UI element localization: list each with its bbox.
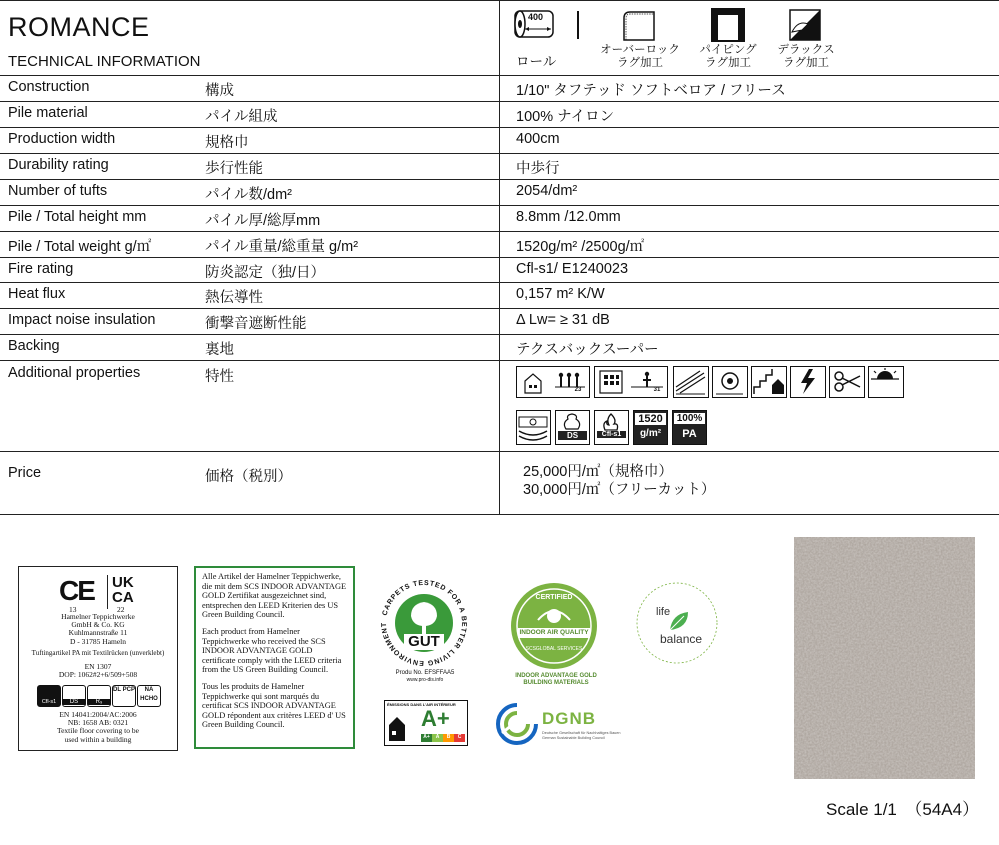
scs-line-3: SCSGLOBAL SERVICES — [525, 646, 583, 652]
overlock-icon — [622, 10, 656, 47]
stairs-icon — [751, 366, 787, 398]
badge-slip — [87, 685, 111, 707]
ce-year: 13 — [69, 605, 77, 614]
spec-value: 0,157 m² K/W — [516, 286, 605, 302]
spec-row — [0, 154, 999, 180]
spec-label-en: Fire rating — [8, 261, 74, 277]
antistatic-icon — [790, 366, 826, 398]
polyamide-icon — [672, 410, 707, 445]
gut-logo-text: GUT — [408, 633, 440, 650]
spec-row — [0, 309, 999, 335]
spec-label-ja: 裏地 — [205, 342, 234, 358]
fire-class-icon — [594, 410, 629, 445]
ds-smoke-icon — [555, 410, 590, 445]
cuttable-icon — [829, 366, 865, 398]
ukca-mark — [112, 575, 134, 605]
spec-row — [0, 76, 999, 102]
spec-row — [0, 335, 999, 361]
spec-label-en: Construction — [8, 79, 90, 95]
price-label-en: Price — [8, 465, 42, 481]
scs-indoor-air-logo — [508, 580, 604, 670]
badge-text: Cfl-s1 — [41, 699, 57, 705]
ds-label: DS — [558, 431, 587, 440]
class-number: 23 — [574, 387, 582, 393]
gut-reg-number: Produ No. EFSFFAA5 — [395, 670, 455, 676]
row-divider — [0, 451, 999, 452]
badge-ds — [62, 685, 86, 707]
scs-caption-2: BUILDING MATERIALS — [523, 680, 589, 686]
company-line: GmbH & Co. KG — [71, 620, 125, 630]
badge-text: DS — [63, 699, 85, 705]
life-balance-logo — [632, 578, 722, 668]
polyamide-label: PA — [682, 428, 697, 440]
ce-certificate — [18, 566, 178, 751]
spec-value: 2054/dm² — [516, 183, 578, 199]
lightfastness-icon — [868, 366, 904, 398]
castor-chair-icon — [673, 366, 709, 398]
spec-label-en: Durability rating — [8, 157, 109, 173]
spec-label-ja: 防炎認定（独/日） — [205, 265, 326, 281]
scs-line-1: CERTIFIED — [535, 594, 573, 601]
scs-caption-1: INDOOR ADVANTAGE GOLD — [515, 673, 597, 679]
emissions-scale — [421, 734, 465, 742]
ukca-line-1: UK — [112, 574, 134, 591]
spec-row — [0, 232, 999, 258]
spec-label-en: Pile material — [8, 105, 88, 121]
row-divider — [0, 514, 999, 515]
spec-label-ja: パイル組成 — [205, 109, 278, 125]
ukca-year: 22 — [117, 605, 125, 614]
spec-label-ja: 規格巾 — [205, 135, 249, 151]
leed-text-fr: Tous les produits de Hamelner Teppichwerke qui sont marqués du certificat SCS INDOOR ADVANTAGE GOLD répondent aux critères LEED d' US Green Building Council. — [202, 681, 346, 730]
spec-value: 100% ナイロン — [516, 109, 615, 125]
spec-value: 中歩行 — [516, 161, 560, 177]
company-line: Hamelner Teppichwerke — [61, 612, 135, 621]
scale-c: C — [454, 734, 465, 742]
badge-text: R₉ — [88, 699, 110, 705]
standard-line: EN 1307 — [84, 662, 112, 672]
price-freecut: 30,000円/㎡（フリーカット） — [523, 482, 716, 498]
spec-value: テクスバックスーパー — [516, 342, 659, 358]
badge-fire — [37, 685, 61, 707]
roll-width-icon — [514, 7, 586, 48]
spec-label-ja: 熱伝導性 — [205, 290, 263, 306]
dgnb-logo — [496, 703, 626, 745]
gut-logo — [379, 578, 469, 668]
dgnb-sub-1: Deutsche Gesellschaft für Nachhaltiges Bauen — [542, 731, 621, 735]
overlock-label: オーバーロック ラグ加工 — [600, 44, 680, 69]
spec-row — [0, 258, 999, 284]
spec-value: 1520g/m² /2500g/㎡ — [516, 239, 645, 255]
scs-line-2: INDOOR AIR QUALITY — [519, 629, 589, 636]
badge-pcp: DL PCP — [112, 685, 136, 707]
price-values — [523, 463, 715, 499]
mark-divider — [107, 575, 108, 609]
spec-label-ja: パイル厚/総厚mm — [205, 213, 321, 229]
emissions-heading: ÉMISSIONS DANS L'AIR INTÉRIEUR — [387, 702, 456, 707]
scale-label: Scale 1/1 （54A4） — [826, 800, 980, 819]
spec-label-en: Number of tufts — [8, 183, 108, 199]
ce-mark: CE — [59, 575, 94, 606]
scale-a-plus: A+ — [421, 734, 432, 742]
product-line: Tuftingartikel PA mit Textilrücken (unverklebt) — [31, 648, 165, 657]
dop-line: DOP: 1062#2+6/509+508 — [58, 670, 138, 680]
balance-text: balance — [660, 632, 703, 646]
spec-row — [0, 102, 999, 128]
address-line: D - 31785 Hameln — [69, 636, 127, 646]
product-title: ROMANCE — [8, 12, 150, 42]
use-line: Textile floor covering to be — [57, 726, 139, 736]
spec-label-en: Pile / Total height mm — [8, 209, 147, 225]
spec-label-en: Additional properties — [8, 365, 141, 381]
dgnb-sub-2: German Sustainable Building Council — [542, 736, 605, 740]
spec-label-ja: 歩行性能 — [205, 161, 263, 177]
piping-label: パイピング ラグ加工 — [699, 44, 757, 69]
spec-label-ja: パイル数/dm² — [205, 187, 292, 203]
nb-line: NB: 1658 AB: 0321 — [67, 718, 129, 728]
class-number: 31 — [653, 387, 661, 393]
pile-weight-number: 1520 — [635, 413, 666, 425]
spec-row — [0, 180, 999, 206]
standard-info — [19, 711, 177, 744]
spec-value: 8.8mm /12.0mm — [516, 209, 621, 225]
spec-label-en: Pile / Total weight g/㎡ — [8, 239, 152, 255]
residential-class-icon — [516, 366, 590, 398]
emissions-label — [384, 700, 468, 746]
section-subtitle: TECHNICAL INFORMATION — [8, 53, 201, 70]
spec-label-ja: 構成 — [205, 83, 234, 99]
deluxe-label: デラックス ラグ加工 — [777, 44, 835, 69]
pile-weight-unit: g/m² — [639, 428, 662, 439]
ukca-line-2: CA — [112, 589, 134, 606]
piping-icon — [711, 8, 745, 47]
life-text: life — [656, 606, 671, 618]
pile-weight-icon — [633, 410, 668, 445]
price-standard: 25,000円/㎡（規格巾） — [523, 464, 673, 480]
spec-label-ja: 衝撃音遮断性能 — [205, 316, 307, 332]
price-row — [0, 462, 999, 488]
roll-label: ロール — [516, 54, 557, 69]
leed-statement — [194, 566, 355, 749]
spec-row — [0, 206, 999, 232]
manufacturer-info — [19, 613, 177, 679]
address-line: Kuhlmannstraße 11 — [68, 628, 128, 638]
deluxe-icon — [788, 8, 822, 47]
badge-hcho: NA HCHO — [137, 685, 161, 707]
spec-row — [0, 283, 999, 309]
gut-site: www.pro-dis.info — [406, 677, 444, 683]
price-label-ja: 価格（税別） — [205, 469, 292, 485]
commercial-class-icon — [594, 366, 668, 398]
spec-label-en: Impact noise insulation — [8, 312, 156, 328]
spec-row — [0, 128, 999, 154]
standard-line: EN 14041:2004/AC:2006 — [59, 710, 137, 719]
ce-badges — [37, 685, 161, 705]
underfloor-heating-icon — [516, 410, 551, 445]
leed-text-de: Alle Artikel der Hamelner Teppichwerke, die mit dem SCS INDOOR ADVANTAGE GOLD Zertifikat ausgezeichnet sind, entsprechen den LEED Kriterien des US Green Building Council. — [202, 572, 347, 620]
roll-width-badge: 400 — [528, 12, 544, 22]
spec-label-en: Backing — [8, 338, 60, 354]
gut-ring-text: CARPETS TESTED FOR A BETTER LIVING ENVIRONMENT — [380, 579, 468, 667]
polyamide-percent: 100% — [674, 413, 705, 424]
scale-b: B — [443, 734, 454, 742]
emissions-grade: A+ — [421, 706, 450, 731]
spec-label-ja: パイル重量/総重量 g/m² — [205, 239, 359, 255]
spec-value: Cfl-s1/ E1240023 — [516, 261, 629, 277]
fire-class-label: Cfl-s1 — [597, 431, 626, 438]
leed-text-en: Each product from Hamelner Teppichwerke who received the SCS INDOOR ADVANTAGE GOLD certificate comply with the LEED criteria from the US Green Building Council. — [202, 626, 342, 675]
spec-value: 400cm — [516, 131, 560, 147]
spec-label-en: Heat flux — [8, 286, 66, 302]
spec-label-en: Production width — [8, 131, 116, 147]
spec-value: 1/10" タフテッド ソフトベロア / フリース — [516, 83, 786, 99]
scale-a: A — [432, 734, 443, 742]
spec-value: Δ Lw= ≥ 31 dB — [516, 312, 610, 328]
use-line: used within a building — [64, 734, 132, 744]
carpet-swatch — [794, 537, 975, 779]
dgnb-name: DGNB — [542, 709, 597, 728]
spec-label-ja: 特性 — [205, 369, 234, 385]
castor-wheel-icon — [712, 366, 748, 398]
